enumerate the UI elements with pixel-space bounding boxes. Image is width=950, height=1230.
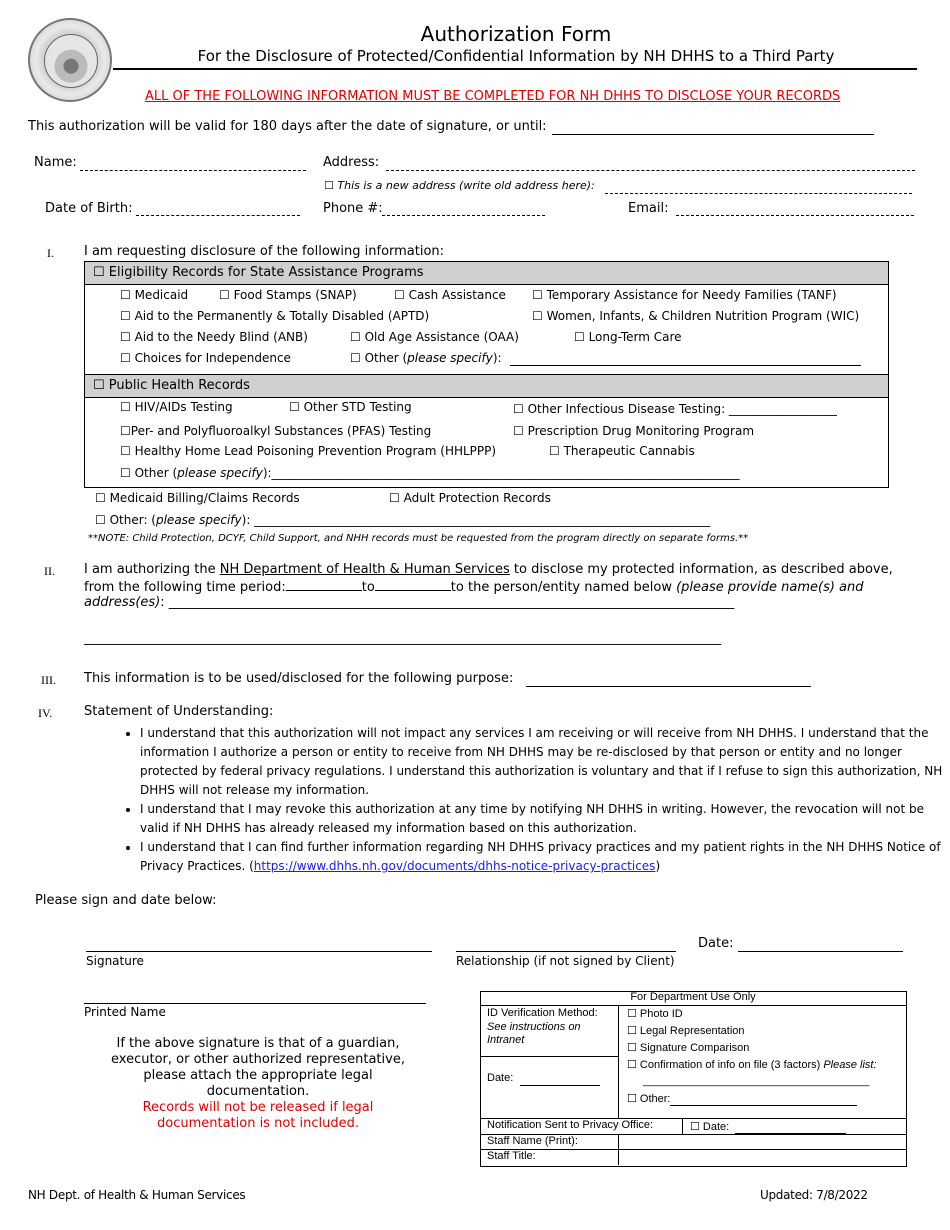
eligibility-checkbox[interactable]: ☐ xyxy=(93,265,105,280)
opt-infectious[interactable]: ☐ Other Infectious Disease Testing: __________________ xyxy=(513,402,837,416)
phone-label: Phone #: xyxy=(323,201,383,216)
opt-ltc-label: Long-Term Care xyxy=(588,330,682,344)
opt-hhlppp[interactable]: ☐ Healthy Home Lead Poisoning Prevention Program (HHLPPP) xyxy=(120,444,497,458)
name-field[interactable] xyxy=(80,170,306,171)
period-end-field[interactable] xyxy=(375,578,451,591)
statement-heading: Statement of Understanding: xyxy=(84,704,274,719)
section-2-number: II. xyxy=(44,564,55,578)
eligibility-other-field[interactable] xyxy=(510,365,861,366)
public-health-header[interactable] xyxy=(93,378,250,393)
records-other-pre: Other: ( xyxy=(109,513,156,527)
privacy-office-label: Notification Sent to Privacy Office: xyxy=(487,1119,654,1131)
opt-medicaid-billing-label: Medicaid Billing/Claims Records xyxy=(109,491,300,505)
form-title: Authorization Form xyxy=(420,22,612,46)
relationship-field[interactable] xyxy=(456,951,676,952)
email-field[interactable] xyxy=(676,215,914,216)
required-warning: ALL OF THE FOLLOWING INFORMATION MUST BE COMPLETED FOR NH DHHS TO DISCLOSE YOUR RECORDS xyxy=(145,89,841,104)
eligibility-header[interactable] xyxy=(93,265,424,280)
s2-address-field[interactable]: : _______________________________________________________________________________________ xyxy=(160,595,735,610)
opt-aptd[interactable]: ☐ Aid to the Permanently & Totally Disabled (APTD) xyxy=(120,309,430,323)
opt-infectious-label: Other Infectious Disease Testing: __________________ xyxy=(527,402,837,416)
opt-snap[interactable]: ☐ Food Stamps (SNAP) xyxy=(219,288,357,302)
section-1-number: I. xyxy=(47,246,54,260)
opt-eligibility-other[interactable]: ☐ Other (please specify): xyxy=(350,351,502,365)
opt-hhlppp-label: Healthy Home Lead Poisoning Prevention Program (HHLPPP) xyxy=(134,444,497,458)
footer-department: NH Dept. of Health & Human Services xyxy=(28,1188,246,1202)
s2-to: to xyxy=(361,580,375,595)
statement-bullet-1: • I understand that this authorization will not impact any services I am receiving or will receive from NH DHHS. I understand that the information I authorize a person or entity to receive from NH DHHS may be re-disclosed by that person or entity and no longer protected by federal privacy regulations. I understand this authorization is voluntary and that if I refuse to sign this authorization, NH DHHS will not release my information. xyxy=(140,724,950,800)
opt-pfas-label: Per- and Polyfluoroalkyl Substances (PFAS) Testing xyxy=(130,424,432,438)
dob-field[interactable] xyxy=(136,215,300,216)
dhhs-name: NH Department of Health & Human Services xyxy=(219,562,510,577)
s2-line2-ital: (please provide name(s) and xyxy=(676,580,864,595)
period-start-field[interactable] xyxy=(286,578,362,591)
opt-snap-label: Food Stamps (SNAP) xyxy=(233,288,357,302)
staff-name-label: Staff Name (Print): xyxy=(487,1135,578,1147)
ph-other-pre: Other ( xyxy=(134,466,178,480)
dob-label: Date of Birth: xyxy=(45,201,133,216)
signature-field[interactable] xyxy=(86,951,432,952)
eligibility-header-label: Eligibility Records for State Assistance Programs xyxy=(108,265,424,280)
opt-cfi-label: Choices for Independence xyxy=(134,351,291,365)
opt-wic[interactable]: ☐ Women, Infants, & Children Nutrition Program (WIC) xyxy=(532,309,860,323)
id-instructions: See instructions on Intranet xyxy=(487,1021,581,1046)
opt-other-method[interactable]: ☐ Other: xyxy=(627,1093,671,1105)
opt-pdmp-label: Prescription Drug Monitoring Program xyxy=(527,424,755,438)
s2-period-label: from the following time period: xyxy=(84,580,286,595)
confirmation-list-field[interactable]: _____________________________________ xyxy=(643,1075,870,1087)
opt-photo-id-label: Photo ID xyxy=(639,1008,683,1020)
s2-pre: I am authorizing the xyxy=(84,562,220,577)
new-address-row xyxy=(324,179,595,192)
opt-sig-label: Signature Comparison xyxy=(639,1042,750,1054)
opt-oaa-label: Old Age Assistance (OAA) xyxy=(364,330,519,344)
dept-vertical-1 xyxy=(618,1006,619,1118)
opt-anb-label: Aid to the Needy Blind (ANB) xyxy=(134,330,308,344)
opt-anb[interactable]: ☐ Aid to the Needy Blind (ANB) xyxy=(120,330,308,344)
relationship-label: Relationship (if not signed by Client) xyxy=(456,954,675,968)
opt-hiv[interactable]: ☐ HIV/AIDs Testing xyxy=(120,400,233,414)
opt-hiv-label: HIV/AIDs Testing xyxy=(134,400,233,414)
old-address-field[interactable] xyxy=(605,193,912,194)
opt-confirm-label: Confirmation of info on file (3 factors) xyxy=(639,1059,821,1071)
header-rule xyxy=(113,68,917,70)
opt-cannabis[interactable]: ☐ Therapeutic Cannabis xyxy=(549,444,695,458)
printed-name-label: Printed Name xyxy=(84,1005,166,1019)
public-health-header-label: Public Health Records xyxy=(108,378,250,393)
signature-date-field[interactable] xyxy=(738,951,903,952)
id-method-label: ID Verification Method: xyxy=(487,1007,598,1019)
dept-rule-1 xyxy=(481,1005,906,1006)
opt-medicaid-label: Medicaid xyxy=(134,288,189,302)
other-post: ): xyxy=(492,351,502,365)
records-other-post: ): ____________________________________________________________________________ xyxy=(241,513,711,527)
ph-other-post: ):______________________________________________________________________________ xyxy=(262,466,740,480)
opt-confirm-ital: Please list: xyxy=(823,1059,877,1071)
bullet-3-text: I understand that I can find further information regarding NH DHHS privacy practices and my patient rights in the NH DHHS Notice of Privacy Practices. ( xyxy=(140,840,941,873)
opt-cash-label: Cash Assistance xyxy=(408,288,506,302)
staff-title-label: Staff Title: xyxy=(487,1150,536,1162)
signature-date-label: Date: xyxy=(698,936,734,951)
purpose-field[interactable] xyxy=(526,686,811,687)
new-address-checkbox[interactable]: ☐ xyxy=(324,179,334,192)
privacy-date[interactable]: ☐ Date: xyxy=(690,1121,730,1133)
opt-tanf-label: Temporary Assistance for Needy Families (TANF) xyxy=(546,288,837,302)
other-ital: please specify xyxy=(407,351,493,365)
dept-vertical-2 xyxy=(682,1118,683,1134)
opt-ltc[interactable]: ☐ Long-Term Care xyxy=(574,330,682,344)
recipient-line-2[interactable]: __________________________________________________________________________________________________ xyxy=(84,631,721,646)
new-address-label: This is a new address (write old address here): xyxy=(337,179,595,192)
statement-bullet-3 xyxy=(140,838,950,876)
opt-std-label: Other STD Testing xyxy=(303,400,412,414)
opt-adult-protection-label: Adult Protection Records xyxy=(403,491,551,505)
opt-cash[interactable]: ☐ Cash Assistance xyxy=(394,288,506,302)
opt-confirmation[interactable]: ☐ Confirmation of info on file (3 factors) Please list: xyxy=(627,1059,877,1071)
records-other-ital: please specify xyxy=(155,513,242,527)
s2-post: to disclose my protected information, as described above, xyxy=(509,562,893,577)
section-1-intro: I am requesting disclosure of the following information: xyxy=(84,244,445,259)
privacy-date-label: Date: xyxy=(702,1121,730,1133)
guardian-warning: Records will not be released if legal documentation is not included. xyxy=(142,1100,374,1131)
email-label: Email: xyxy=(628,201,669,216)
s2-address-label: address(es) xyxy=(84,595,161,610)
printed-name-field[interactable] xyxy=(84,1003,426,1004)
section-2-line-1 xyxy=(84,562,893,577)
form-subtitle: For the Disclosure of Protected/Confidential Information by NH DHHS to a Third Party xyxy=(197,47,835,65)
guardian-note: If the above signature is that of a guardian, executor, or other authorized representative, please attach the appropriate legal documentation. xyxy=(111,1036,405,1099)
opt-other-records[interactable]: ☐ Other: (please specify): ____________________________________________________________________________ xyxy=(95,513,711,527)
records-note: **NOTE: Child Protection, DCYF, Child Support, and NHH records must be requested from the program directly on separate forms.** xyxy=(88,533,749,544)
opt-other-label: Other: xyxy=(639,1093,671,1105)
department-box-header: For Department Use Only xyxy=(630,991,756,1003)
other-method-field[interactable] xyxy=(670,1105,857,1106)
dept-rule-5 xyxy=(481,1149,906,1150)
opt-cfi[interactable]: ☐ Choices for Independence xyxy=(120,351,291,365)
opt-cannabis-label: Therapeutic Cannabis xyxy=(563,444,695,458)
opt-adult-protection[interactable]: ☐ Adult Protection Records xyxy=(389,491,551,505)
statement-list xyxy=(98,724,950,876)
section-2-line-3[interactable] xyxy=(84,595,734,610)
opt-legal-rep[interactable]: ☐ Legal Representation xyxy=(627,1025,745,1037)
opt-pfas[interactable]: ☐Per- and Polyfluoroalkyl Substances (PFAS) Testing xyxy=(120,424,432,438)
other-pre: Other ( xyxy=(364,351,408,365)
section-3-number: III. xyxy=(41,673,56,687)
statement-bullet-2: • I understand that I may revoke this authorization at any time by notifying NH DHHS in writing. However, the revocation will not be valid if NH DHHS has already released my information based on this authorization. xyxy=(140,800,950,838)
address-field[interactable] xyxy=(386,170,915,171)
opt-photo-id[interactable]: ☐ Photo ID xyxy=(627,1008,683,1020)
public-health-checkbox[interactable]: ☐ xyxy=(93,378,105,393)
opt-medicaid-billing[interactable]: ☐ Medicaid Billing/Claims Records xyxy=(95,491,300,505)
opt-legal-rep-label: Legal Representation xyxy=(639,1025,745,1037)
name-label: Name: xyxy=(34,155,77,170)
footer-updated: Updated: 7/8/2022 xyxy=(760,1188,868,1202)
id-date-label: Date: xyxy=(487,1072,514,1084)
opt-oaa[interactable]: ☐ Old Age Assistance (OAA) xyxy=(350,330,519,344)
dept-rule-2 xyxy=(481,1056,618,1057)
s2-line2-post: to the person/entity named below xyxy=(450,580,677,595)
opt-aptd-label: Aid to the Permanently & Totally Disabled (APTD) xyxy=(134,309,430,323)
validity-until-field[interactable] xyxy=(552,134,874,135)
address-label: Address: xyxy=(323,155,380,170)
section-2-line-2 xyxy=(84,578,864,595)
bullet-3-close: ) xyxy=(655,859,661,873)
sign-prompt: Please sign and date below: xyxy=(35,893,217,908)
signature-label: Signature xyxy=(86,954,144,968)
opt-tanf[interactable]: ☐ Temporary Assistance for Needy Families (TANF) xyxy=(532,288,837,302)
opt-medicaid[interactable]: ☐ Medicaid xyxy=(120,288,189,302)
opt-pdmp[interactable]: ☐ Prescription Drug Monitoring Program xyxy=(513,424,755,438)
purpose-label: This information is to be used/disclosed for the following purpose: xyxy=(84,671,514,686)
id-date-field[interactable] xyxy=(520,1085,600,1086)
ph-other-ital: please specify xyxy=(177,466,263,480)
section-4-number: IV. xyxy=(38,706,53,720)
opt-public-health-other[interactable]: ☐ Other (please specify):______________________________________________________________________________ xyxy=(120,466,740,480)
phone-field[interactable] xyxy=(382,215,545,216)
opt-wic-label: Women, Infants, & Children Nutrition Program (WIC) xyxy=(546,309,860,323)
opt-signature-comparison[interactable]: ☐ Signature Comparison xyxy=(627,1042,750,1054)
validity-text: This authorization will be valid for 180 days after the date of signature, or until: xyxy=(28,119,547,134)
privacy-practices-link[interactable]: https://www.dhhs.nh.gov/documents/dhhs-notice-privacy-practices xyxy=(253,859,656,873)
opt-std[interactable]: ☐ Other STD Testing xyxy=(289,400,412,414)
